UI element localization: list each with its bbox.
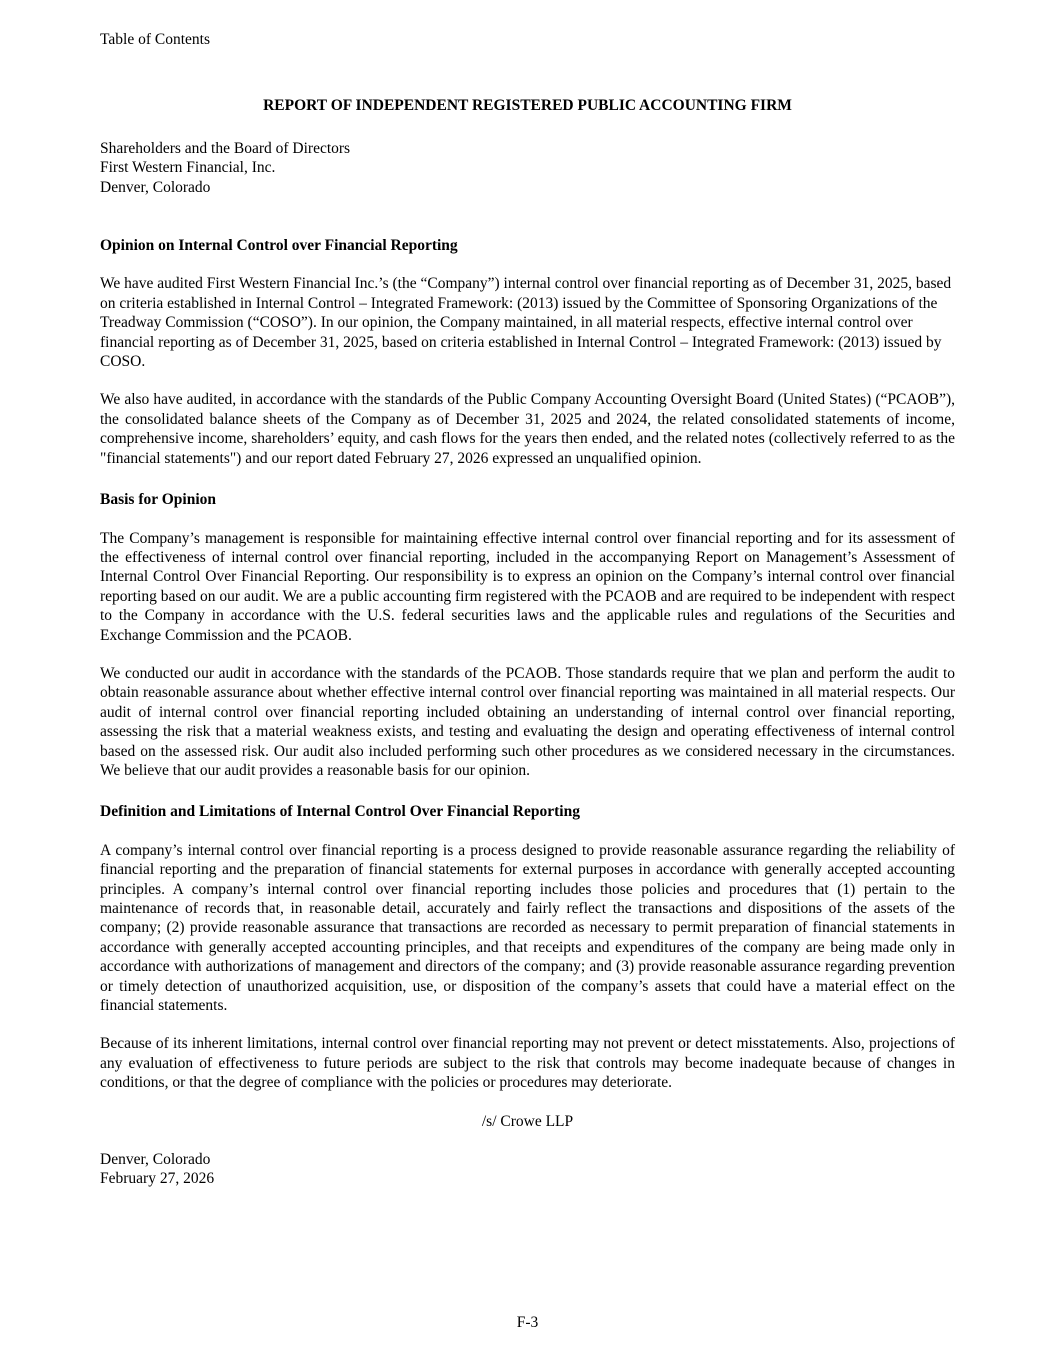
table-of-contents-link[interactable]: Table of Contents bbox=[100, 31, 210, 48]
basis-paragraph-2: We conducted our audit in accordance with the standards of the PCAOB. Those standards require that we plan and perform the audit to obtain reasonable assurance about whether effective internal control over financial reporting was maintained in all material respects. Our audit of internal control over financial reporting included obtaining an understanding of internal control over financial reporting, assessing the risk that a material weakness exists, and testing and evaluating the design and operating effectiveness of internal control based on the assessed risk. Our audit also included performing such other procedures as we considered necessary in the circumstances. We believe that our audit provides a reasonable basis for our opinion. bbox=[100, 664, 955, 779]
basis-paragraph-1: The Company’s management is responsible for maintaining effective internal control over financial reporting and for its assessment of the effectiveness of internal control over financial reporting, included in the accompanying Report on Management’s Assessment of Internal Control Over Financial Reporting. Our responsibility is to express an opinion on the Company’s internal control over financial reporting based on our audit. We are a public accounting firm registered with the PCAOB and are required to be independent with respect to the Company in accordance with the U.S. federal securities laws and the applicable rules and regulations of the Securities and Exchange Commission and the PCAOB. bbox=[100, 529, 955, 644]
opinion-paragraph-1: We have audited First Western Financial Inc.’s (the “Company”) internal control over financial reporting as of December 31, 2025, based on criteria established in Internal Control – Integrated Framework: (2013) issued by the Committee of Sponsoring Organizations of the Treadway Commission (“COSO”). In our opinion, the Company maintained, in all material respects, effective internal control over financial reporting as of December 31, 2025, based on criteria established in Internal Control – Integrated Framework: (2013) issued by COSO. bbox=[100, 275, 952, 371]
signature-line: /s/ Crowe LLP bbox=[481, 1112, 574, 1130]
signoff-date: February 27, 2026 bbox=[100, 1170, 215, 1188]
signoff-block bbox=[100, 1150, 955, 1189]
signoff-city: Denver, Colorado bbox=[100, 1151, 211, 1169]
page-number: F-3 bbox=[516, 1313, 539, 1331]
addressee-line-2: First Western Financial, Inc. bbox=[100, 159, 276, 177]
section-heading-basis: Basis for Opinion bbox=[100, 491, 217, 509]
report-title: REPORT OF INDEPENDENT REGISTERED PUBLIC ACCOUNTING FIRM bbox=[263, 97, 792, 115]
opinion-paragraph-2: We also have audited, in accordance with the standards of the Public Company Accounting Oversight Board (United States) (“PCAOB”), the consolidated balance sheets of the Company as of December 31, 2025 and 2024, the related consolidated statements of income, comprehensive income, shareholders’ equity, and cash flows for the years then ended, and the related notes (collectively referred to as the "financial statements") and our report dated February 27, 2026 expressed an unqualified opinion. bbox=[100, 391, 955, 467]
section-heading-opinion: Opinion on Internal Control over Financial Reporting bbox=[100, 237, 458, 255]
addressee-block bbox=[100, 139, 955, 197]
definition-paragraph-1: A company’s internal control over financial reporting is a process designed to provide reasonable assurance regarding the reliability of financial reporting and the preparation of financial statements for external purposes in accordance with generally accepted accounting principles. A company’s internal control over financial reporting includes those policies and procedures that (1) pertain to the maintenance of records that, in reasonable detail, accurately and fairly reflect the transactions and dispositions of the assets of the company; (2) provide reasonable assurance that transactions are recorded as necessary to permit preparation of financial statements in accordance with generally accepted accounting principles, and that receipts and expenditures of the company are being made only in accordance with authorizations of management and directors of the company; and (3) provide reasonable assurance regarding prevention or timely detection of unauthorized acquisition, use, or disposition of the company’s assets that could have a material effect on the financial statements. bbox=[100, 841, 955, 1015]
definition-paragraph-2: Because of its inherent limitations, internal control over financial reporting may not prevent or detect misstatements. Also, projections of any evaluation of effectiveness to future periods are subject to the risk that controls may become inadequate because of changes in conditions, or that the degree of compliance with the policies or procedures may deteriorate. bbox=[100, 1035, 955, 1092]
addressee-line-3: Denver, Colorado bbox=[100, 178, 211, 196]
addressee-line-1: Shareholders and the Board of Directors bbox=[100, 139, 351, 157]
section-heading-definition: Definition and Limitations of Internal Control Over Financial Reporting bbox=[100, 803, 580, 821]
